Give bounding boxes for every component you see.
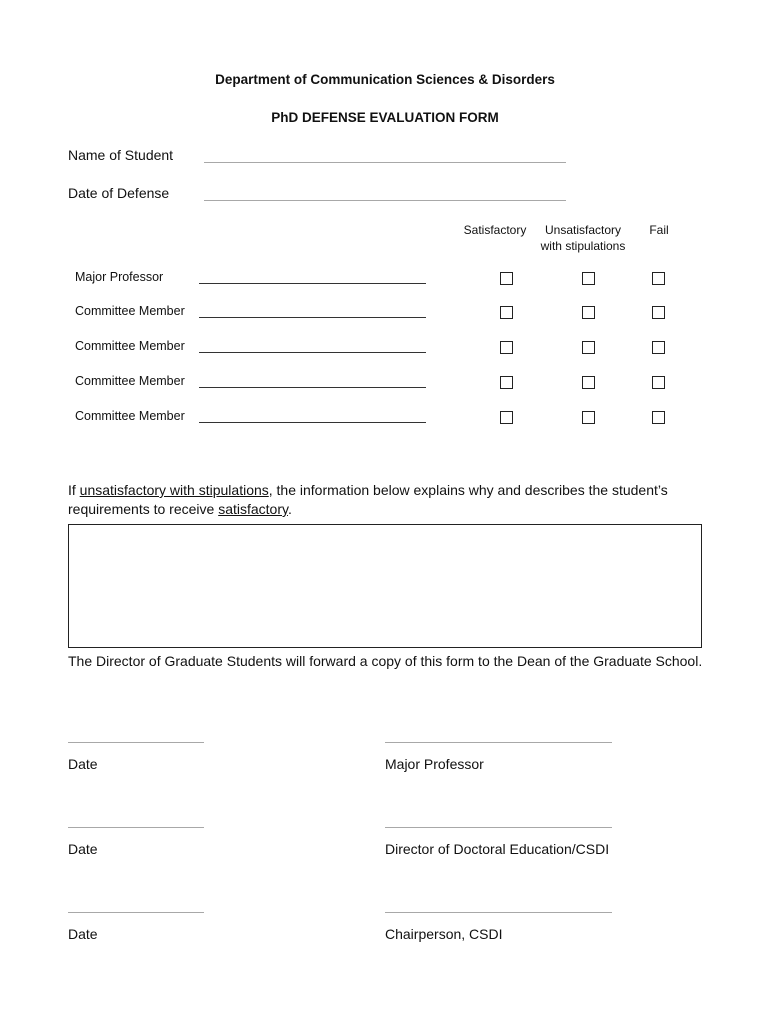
committee-name-field[interactable] xyxy=(199,422,426,423)
fail-checkbox[interactable] xyxy=(652,411,665,424)
student-name-field[interactable] xyxy=(204,162,566,163)
signer-role-label: Major Professor xyxy=(385,756,484,772)
committee-role-label: Committee Member xyxy=(75,339,185,353)
signature-line[interactable] xyxy=(385,912,612,913)
defense-date-field[interactable] xyxy=(204,200,566,201)
committee-name-field[interactable] xyxy=(199,283,426,284)
note-prefix: If xyxy=(68,482,80,498)
date-signature-line[interactable] xyxy=(68,742,204,743)
student-name-label: Name of Student xyxy=(68,147,174,163)
stipulations-note xyxy=(68,481,728,519)
unsatisfactory-checkbox[interactable] xyxy=(582,341,595,354)
note-suffix: . xyxy=(287,501,292,517)
signature-line[interactable] xyxy=(385,827,612,828)
signature-line[interactable] xyxy=(385,742,612,743)
satisfactory-checkbox[interactable] xyxy=(500,272,513,285)
unsatisfactory-checkbox[interactable] xyxy=(582,272,595,285)
satisfactory-checkbox[interactable] xyxy=(500,306,513,319)
date-label: Date xyxy=(68,756,98,772)
date-label: Date xyxy=(68,841,98,857)
fail-checkbox[interactable] xyxy=(652,272,665,285)
department-title: Department of Communication Sciences & Disorders xyxy=(215,72,555,87)
date-label: Date xyxy=(68,926,98,942)
committee-role-label: Major Professor xyxy=(75,270,164,284)
note-satisfactory-term: satisfactory xyxy=(218,501,288,517)
column-unsatisfactory-line2: with stipulations xyxy=(540,239,626,253)
fail-checkbox[interactable] xyxy=(652,306,665,319)
column-unsatisfactory-line1: Unsatisfactory xyxy=(544,223,622,237)
column-unsatisfactory xyxy=(533,222,633,254)
committee-role-label: Committee Member xyxy=(75,304,185,318)
committee-name-field[interactable] xyxy=(199,317,426,318)
committee-role-label: Committee Member xyxy=(75,374,185,388)
signer-role-label: Director of Doctoral Education/CSDI xyxy=(385,841,610,857)
date-signature-line[interactable] xyxy=(68,912,204,913)
satisfactory-checkbox[interactable] xyxy=(500,411,513,424)
form-title: PhD DEFENSE EVALUATION FORM xyxy=(271,110,499,125)
forward-note: The Director of Graduate Students will forward a copy of this form to the Dean of the Graduate School. xyxy=(68,653,703,669)
fail-checkbox[interactable] xyxy=(652,376,665,389)
committee-name-field[interactable] xyxy=(199,387,426,388)
satisfactory-checkbox[interactable] xyxy=(500,376,513,389)
committee-role-label: Committee Member xyxy=(75,409,185,423)
column-satisfactory: Satisfactory xyxy=(463,223,527,237)
fail-checkbox[interactable] xyxy=(652,341,665,354)
signer-role-label: Chairperson, CSDI xyxy=(385,926,503,942)
date-signature-line[interactable] xyxy=(68,827,204,828)
defense-date-label: Date of Defense xyxy=(68,185,170,201)
satisfactory-checkbox[interactable] xyxy=(500,341,513,354)
column-fail: Fail xyxy=(649,223,669,237)
unsatisfactory-checkbox[interactable] xyxy=(582,376,595,389)
note-middle: , the information below explains why and describes the student’s requirements to receive xyxy=(68,482,668,517)
unsatisfactory-checkbox[interactable] xyxy=(582,306,595,319)
unsatisfactory-checkbox[interactable] xyxy=(582,411,595,424)
committee-name-field[interactable] xyxy=(199,352,426,353)
note-unsatisfactory-term: unsatisfactory with stipulations xyxy=(79,482,269,498)
stipulations-textbox[interactable] xyxy=(68,524,702,648)
